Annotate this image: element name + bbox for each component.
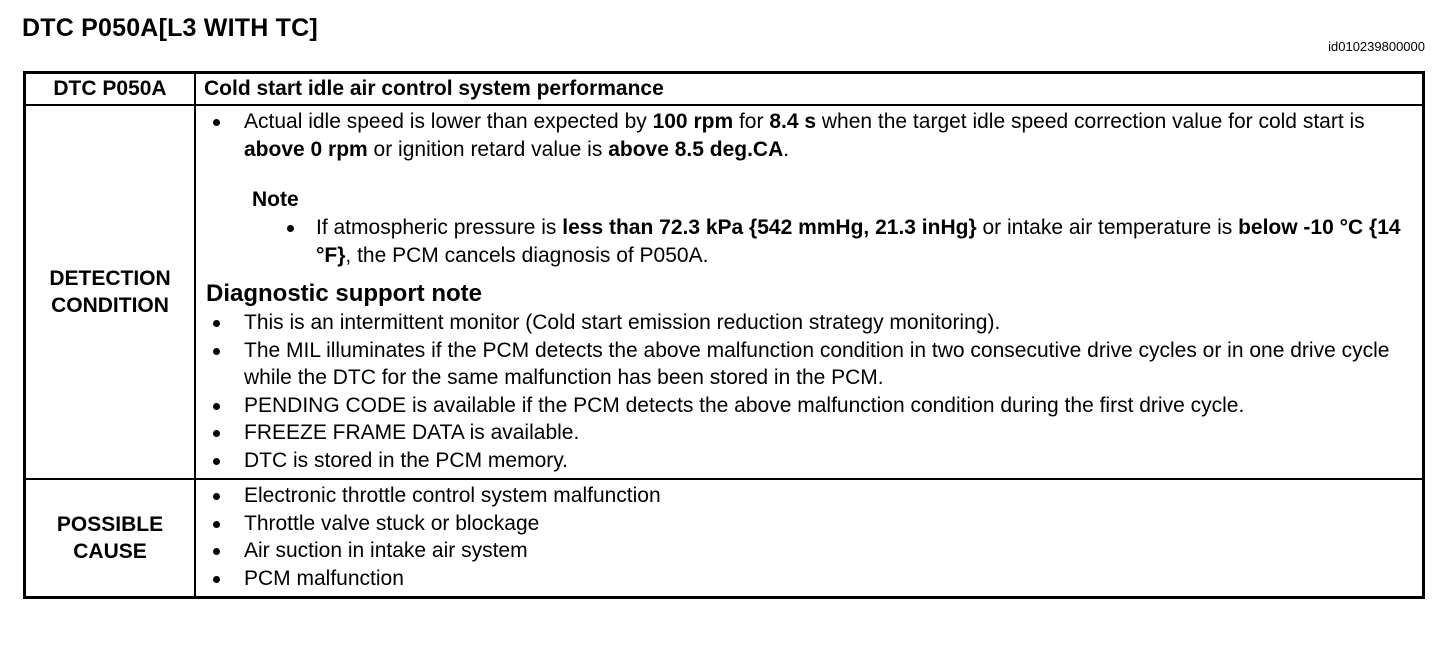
bold-value: 100 rpm — [652, 110, 734, 133]
bold-value: below -10 °C {14 °F} — [316, 216, 1401, 267]
text-segment: when the target idle speed correction value for cold start is — [816, 110, 1365, 133]
cause-item: Throttle valve stuck or blockage — [206, 510, 1406, 538]
detection-list — [206, 108, 1406, 163]
note-block — [206, 186, 1406, 269]
note-item — [252, 214, 1406, 269]
detection-condition-content — [195, 105, 1424, 479]
text-segment: , the PCM cancels diagnosis of P050A. — [345, 243, 709, 267]
dtc-title-cell — [195, 73, 1424, 106]
cause-list — [206, 482, 1406, 592]
cause-item: Air suction in intake air system — [206, 537, 1406, 565]
dtc-title: Cold start idle air control system performance — [204, 77, 664, 100]
text-segment: or intake air temperature is — [976, 216, 1239, 239]
note-title: Note — [252, 188, 299, 211]
detection-condition-label — [25, 105, 196, 479]
detection-condition-row — [25, 105, 1424, 479]
support-item: This is an intermittent monitor (Cold start emission reduction strategy monitoring). — [206, 309, 1406, 337]
dtc-table — [23, 71, 1425, 599]
text-segment: If atmospheric pressure is — [316, 216, 563, 239]
dtc-code-label: DTC P050A — [53, 77, 167, 100]
detection-item — [206, 108, 1406, 163]
possible-cause-content — [195, 479, 1424, 598]
dtc-code-cell — [25, 73, 196, 106]
diagnostic-support-title: Diagnostic support note — [206, 280, 482, 307]
support-list — [206, 309, 1406, 474]
cause-label-line2: CAUSE — [73, 540, 147, 563]
support-item: FREEZE FRAME DATA is available. — [206, 419, 1406, 447]
text-segment: . — [783, 137, 790, 161]
text-segment: for — [733, 110, 770, 133]
page-title: DTC P050A[L3 WITH TC] — [22, 14, 318, 42]
cause-item: Electronic throttle control system malfunction — [206, 482, 1406, 510]
detection-label-line2: CONDITION — [51, 294, 169, 317]
note-list — [252, 214, 1406, 269]
detection-label-line1: DETECTION — [49, 267, 171, 290]
support-item: PENDING CODE is available if the PCM detects the above malfunction condition during the first drive cycle. — [206, 392, 1406, 420]
bold-value: less than 72.3 kPa {542 mmHg, 21.3 inHg} — [562, 216, 977, 239]
support-item: The MIL illuminates if the PCM detects the above malfunction condition in two consecutive drive cycles or in one drive cycle while the DTC for the same malfunction has been stored in the PCM. — [206, 337, 1406, 392]
bold-value: 8.4 s — [769, 110, 817, 133]
document-id: id010239800000 — [1328, 39, 1425, 54]
table-header-row — [25, 73, 1424, 106]
bold-value: above 8.5 deg.CA — [608, 137, 784, 161]
possible-cause-row — [25, 479, 1424, 598]
possible-cause-label — [25, 479, 196, 598]
cause-item: PCM malfunction — [206, 565, 1406, 593]
text-segment: or ignition retard value is — [367, 137, 609, 161]
support-item: DTC is stored in the PCM memory. — [206, 447, 1406, 475]
bold-value: above 0 rpm — [244, 137, 368, 161]
cause-label-line1: POSSIBLE — [56, 513, 164, 536]
text-segment: Actual idle speed is lower than expected by — [244, 110, 653, 133]
